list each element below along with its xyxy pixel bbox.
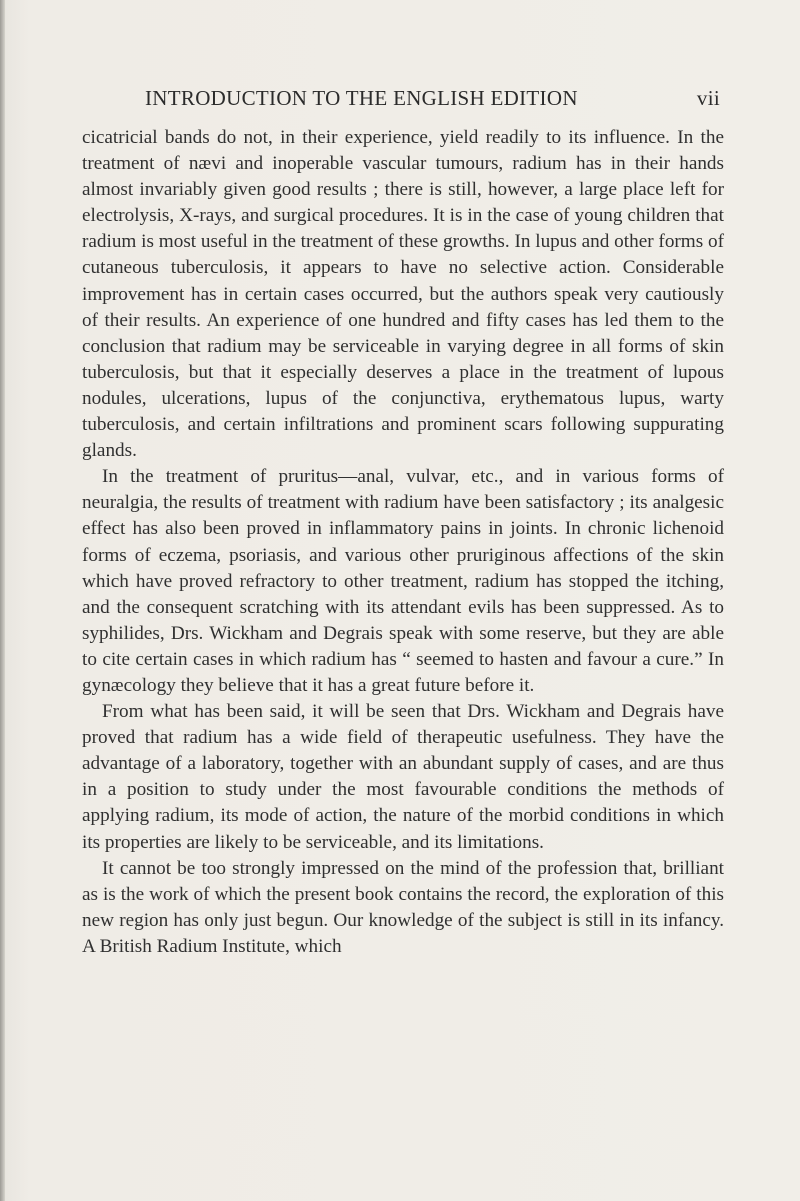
body-text — [82, 125, 724, 960]
paragraph: In the treatment of pruritus—anal, vulvar, etc., and in various forms of neuralgia, the results of treatment with radium have been satisfactory ; its analgesic effect has also been proved in inflammatory pains in joints. In chronic lichenoid forms of eczema, psoriasis, and various other pruriginous affections of the skin which have proved refractory to other treatment, radium has stopped the itching, and the consequent scratching with its attendant evils has been suppressed. As to syphilides, Drs. Wickham and Degrais speak with some reserve, but they are able to cite certain cases in which radium has “ seemed to hasten and favour a cure.” In gynæcology they believe that it has a great future before it. — [82, 466, 724, 696]
paragraph: It cannot be too strongly impressed on the mind of the profession that, brilliant as is the work of which the present book contains the record, the exploration of this new region has only just begun. Our knowledge of the subject is still in its infancy. A British Radium Institute, which — [82, 857, 724, 957]
paragraph: cicatricial bands do not, in their experience, yield readily to its influence. In the treatment of nævi and inoperable vascular tumours, radium has in their hands almost invariably given good results ; there is still, however, a large place left for electrolysis, X-rays, and surgical procedures. It is in the case of young children that radium is most useful in the treatment of these growths. In lupus and other forms of cutaneous tuberculosis, it appears to have no selective action. Considerable improvement has in certain cases occurred, but the authors speak very cautiously of their results. An experience of one hundred and fifty cases has led them to the conclusion that radium may be serviceable in varying degree in all forms of skin tuberculosis, but that it especially deserves a place in the treatment of lupous nodules, ulcerations, lupus of the conjunctiva, erythematous lupus, warty tuberculosis, and certain infiltrations and prominent scars following suppurating glands. — [82, 127, 724, 462]
page-gutter-shadow — [0, 0, 5, 1201]
running-head-title: INTRODUCTION TO THE ENGLISH EDITION — [145, 86, 578, 110]
paragraph: From what has been said, it will be seen that Drs. Wickham and Degrais have proved that radium has a wide field of therapeutic usefulness. They have the advantage of a laboratory, together with an abundant supply of cases, and are thus in a position to study under the most favourable conditions the methods of applying radium, its mode of action, the nature of the morbid conditions in which its properties are likely to be serviceable, and its limitations. — [82, 701, 724, 853]
page-number: vii — [696, 86, 720, 110]
